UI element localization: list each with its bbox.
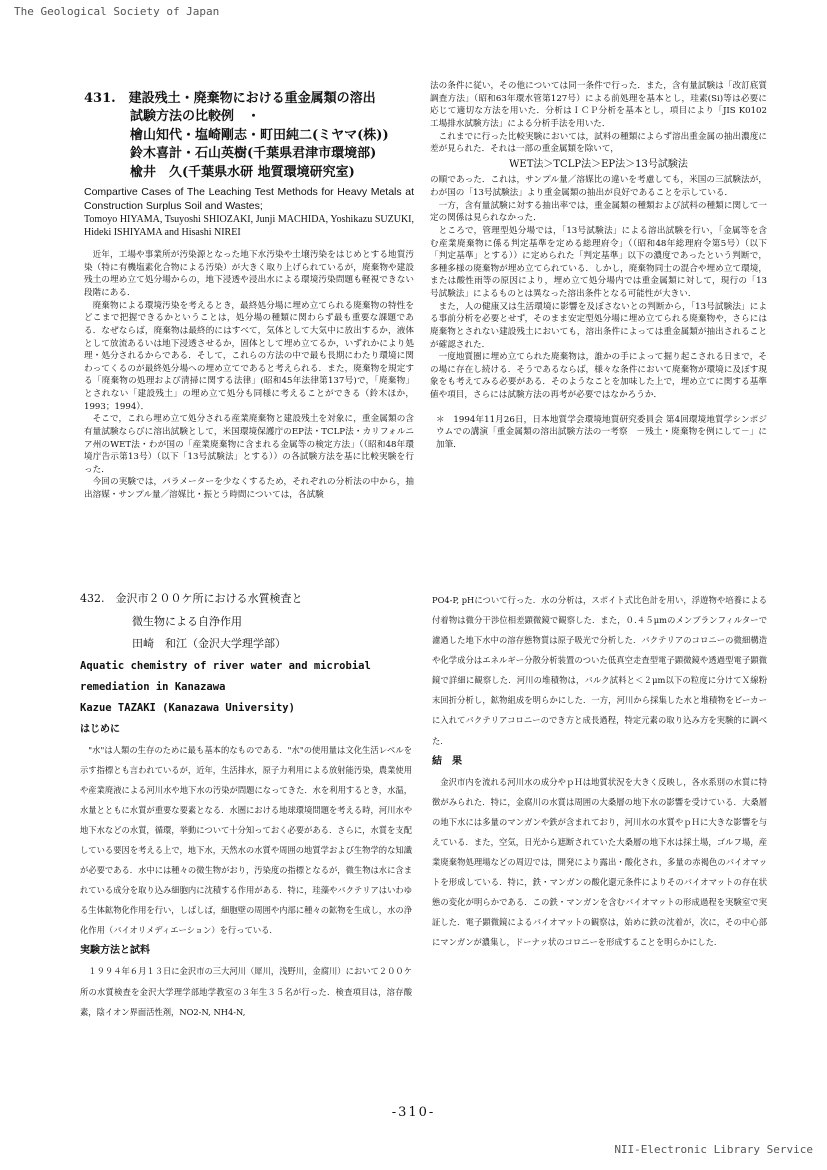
paper2-left-column bbox=[80, 588, 412, 1022]
paper1-paragraph: の順であった．これは，サンプル量／溶媒比の違いを考慮しても，米国の三試験法が，わが国の「13号試験法」より重金属類の抽出が良好であることを示している． bbox=[430, 175, 767, 199]
paper1-footnote: ＊ 1994年11月26日，日本地質学会環境地質研究委員会 第4回環境地質学シンポジウムでの講演「重金属類の溶出試験方法の一考察 －残土・廃棄物を例にして－」に加筆． bbox=[436, 414, 767, 450]
paper2-english-title-line: Aquatic chemistry of river water and microbial bbox=[80, 659, 371, 672]
paper1-paragraph: これまでに行った比較実験においては，試料の種類によらず溶出重金属の抽出濃度に差が見られた．それは一部の重金属類を除いて， bbox=[430, 131, 767, 155]
paper1-english-title: Compartive Cases of The Leaching Test Methods for Heavy Metals at Construction Surplus Soil and Wastes; bbox=[84, 186, 414, 212]
journal-header: The Geological Society of Japan bbox=[14, 5, 220, 18]
paper1-title-line: 431. 建設残土・廃棄物における重金属類の溶出 bbox=[84, 91, 376, 106]
paper2-title-line: 432. 金沢市２００ケ所における水質検査と bbox=[80, 592, 303, 605]
paper1-paragraph: 廃棄物による環境汚染を考えるとき，最終処分場に埋め立てられる廃棄物の特性をどこまで把握できるかということは，処分場の種類に関わらず最も重要な課題である．なぜならば，廃棄物は最終的にはすべて，気体として大気中に放出するか，液体として放流あるいは地下浸透させるか，固体として埋め立てるか，いずれかにより処理・処分されるからである．そして，これらの方法の中で最も長期にわたり環境に関わってくるのが最終処分場への埋め立てであると考えられる．また，廃棄物を規定する「廃棄物の処理および清掃に関する法律」(昭和45年法律第137号)で，「廃棄物」とされない「建設残土」の埋め立て処分も同様に考えることができる（鈴木ほか，1993；1994）． bbox=[84, 300, 414, 412]
paper2-methods-continued bbox=[432, 590, 767, 751]
paper2-paragraph: PO4-P, pHについて行った．水の分析は，スポイト式比色計を用い，浮遊物や培養による付着物は微分干渉位相差顕微鏡で観察した．また，０.４５μmのメンブランフィルターで濾過した地下水中の溶存態物質は原子吸光で分析した．バクテリアのコロニーの微細構造や化学成分はエネルギー分散分析装置のついた低真空走査型電子顕微鏡や透過型電子顕微鏡で詳細に観察した．河川の堆積物は，バルク試料と＜２μm以下の粒度に分けてＸ線粉末回折分析し，鉱物組成を明らかにした．一方，河川から採集した水と堆積物をビーカーに入れてバクテリアコロニーのでき方と成長過程，特定元素の取り込み方を実験的に調べた． bbox=[432, 595, 767, 746]
paper1-paragraph: 近年，工場や事業所が汚染源となった地下水汚染や土壌汚染をはじめとする地質汚染（特に有機塩素化合物による汚染）が大きく取り上げられているが，廃棄物や建設残土の埋め立て処分場からの，地下浸透や浸出水による環境汚染問題も軽視できない段階にある． bbox=[84, 250, 414, 299]
paper2-intro-body bbox=[80, 740, 412, 941]
paper2-results-body bbox=[432, 772, 767, 953]
paper1-paragraph: そこで，これら埋め立て処分される産業廃棄物と建設残土を対象に，重金属類の含有量試験ならびに溶出試験として，米国環境保護庁のEP法・TCLP法・カリフォルニア州のWET法・わが国の「産業廃棄物に含まれる金属等の検定方法」（（昭和48年環境庁告示第13号）（以下「13号試験法」とする））の各試験方法を基に比較実験を行った． bbox=[84, 414, 414, 475]
paper2-methods-heading: 実験方法と試料 bbox=[80, 945, 150, 957]
page-number: -310- bbox=[391, 1105, 436, 1120]
paper2-title-line: 微生物による自浄作用 bbox=[132, 614, 242, 628]
paper1-left-column bbox=[84, 90, 414, 502]
paper1-paragraph: ところで，管理型処分場では，「13号試験法」による溶出試験を行い，「金属等を含む産業廃棄物に係る判定基準を定める総理府令」（（昭和48年総理府令第5号）（以下「判定基準」とする））に定められた「判定基準」以下の濃度であったという判断で，多種多様の廃棄物が埋め立てられている．しかし，廃棄物同士の混合や埋め立て環境，または酸性雨等の原因により，埋め立て処分場内では重金属類に対して，現行の「13号試験法」によるものとは異なった溶出条件となる可能性が大きい． bbox=[430, 225, 767, 300]
paper2-english-authors: Kazue TAZAKI (Kanazawa University) bbox=[80, 701, 295, 714]
paper1-right-column bbox=[430, 80, 767, 451]
paper2-methods-body bbox=[80, 961, 412, 1021]
paper2-authors-line: 田崎 和江（金沢大学理学部） bbox=[132, 637, 286, 651]
paper2-right-column bbox=[432, 590, 767, 952]
paper1-paragraph: 一方，含有量試験に対する抽出率では，重金属類の種類および試料の種類に関して一定の関係は見られなかった． bbox=[430, 200, 767, 224]
paper1-authors-line: 楡井 久(千葉県水研 地質環境研究室) bbox=[130, 164, 355, 180]
paper1-paragraph: 今回の実験では，パラメーターを少なくするため，それぞれの分析法の中から，抽出溶媒・サンプル量／溶媒比・振とう時間については，各試験 bbox=[84, 477, 414, 501]
paper1-paragraph: また，人の健康又は生活環境に影響を及ぼさないとの判断から，「13号試験法」による事前分析を必要とせず，そのまま安定型処分場に埋め立てられる廃棄物や，さらには廃棄物とされない建設残土においても，溶出条件によっては重金属類が抽出されることが確認された． bbox=[430, 301, 767, 350]
paper1-english-authors: Tomoyo HIYAMA, Tsuyoshi SHIOZAKI, Junji MACHIDA, Yoshikazu SUZUKI, Hideki ISHIYAMA and Hisashi NIREI bbox=[84, 214, 414, 239]
paper1-authors-line: 檜山知代・塩崎剛志・町田純二(ミヤマ(株)) bbox=[130, 127, 389, 143]
paper2-english-title-line: remediation in Kanazawa bbox=[80, 680, 226, 693]
paper2-english-title bbox=[80, 656, 412, 719]
paper1-title-block bbox=[84, 90, 414, 182]
paper1-paragraph: 一度地質圏に埋め立てられた廃棄物は，誰かの手によって掘り起こされる日まで，その場に存在し続ける．そうであるならば，様々な条件において廃棄物が環境に及ぼす現象をも考えてみる必要がある．そのようなことを加味した上で，埋め立てに関する基準値や項目，さらには試験方法の再考が必要ではなかろうか． bbox=[430, 352, 767, 401]
paper2-intro-heading: はじめに bbox=[80, 723, 120, 735]
paper1-title-line: 試験方法の比較例 ・ bbox=[130, 109, 261, 125]
paper2-paragraph: "水"は人類の生存のために最も基本的なものである．"水"の使用量は文化生活レベルを示す指標とも言われているが，近年，生活排水，原子力利用による放射能汚染，農業使用や産業廃液による河川水や地下水の汚染が問題になってきた．水を利用するとき，水温，水量とともに水質が重要な要素となる．水圏における地球環境問題を考える時，河川水や地下水などの水質，循環，挙動について十分知っておく必要がある．さらに，水質を支配している要因を考える上で，地下水，天然水の水質や周囲の地質学および生物学的な知識が必要である．水中には種々の微生物がおり，汚染度の指標となるが，微生物は水に含まれている成分を取り込み細胞内に沈積する作用がある．特に，珪藻やバクテリアはいわゆる生体鉱物化作用を行い，しばしば，細胞壁の周囲や内部に種々の鉱物を生成し，水の浄化作用（バイオリメディエーション）を行っている． bbox=[80, 744, 412, 936]
paper2-title-block bbox=[80, 588, 412, 656]
paper2-paragraph: 金沢市内を流れる河川水の成分やｐＨは地質状況を大きく反映し，各水系別の水質に特徴がみられた．特に，金腐川の水質は周囲の大桑層の地下水の影響を受けている．大桑層の地下水には多量のマンガンや鉄が含まれており，河川水の水質やｐＨに大きな影響を与えている．また，空気，日光から遮断されていた大桑層の地下水は採土場，ゴルフ場，産業廃棄物処理場などの周辺では，開発により露出・酸化され，多量の赤褐色のバイオマットを形成している．特に，鉄・マンガンの酸化還元条件によりそのバイオマットの存在状態の変化が明らかである．この鉄・マンガンを含むバイオマットの形成過程を実験室で実証した．電子顕微鏡によるバイオマットの観察は，始めに鉄の沈着が，次に，その中心部にマンガンが濃集し，ドーナッ状のコロニーを形成することを明らかにした． bbox=[432, 776, 767, 948]
paper2-paragraph: １９９４年６月１３日に金沢市の三大河川（犀川，浅野川，金腐川）において２００ケ所の水質検査を金沢大学理学部地学教室の３年生３５名が行った．検査項目は，溶存酸素，陰イオン界面活性剤，NO2-N, NH4-N, bbox=[80, 966, 412, 1017]
paper1-authors-line: 鈴木喜計・石山英樹(千葉県君津市環境部) bbox=[130, 146, 377, 162]
library-footer: NII-Electronic Library Service bbox=[614, 1143, 813, 1156]
paper1-paragraph: 法の条件に従い，その他については同一条件で行った．また，含有量試験は「改訂底質調査方法」（昭和63年環水管第127号）による前処理を基本とし，珪素(Si)等は必要に応じて適切な方法を用いた．分析はＩＣＰ分析を基本とし，項目により「JIS K0102 工場排水試験方法」による分析手法を用いた． bbox=[430, 81, 767, 129]
paper2-results-heading: 結 果 bbox=[432, 755, 462, 767]
paper1-formula: WET法＞TCLP法＞EP法＞13号試験法 bbox=[509, 158, 688, 170]
